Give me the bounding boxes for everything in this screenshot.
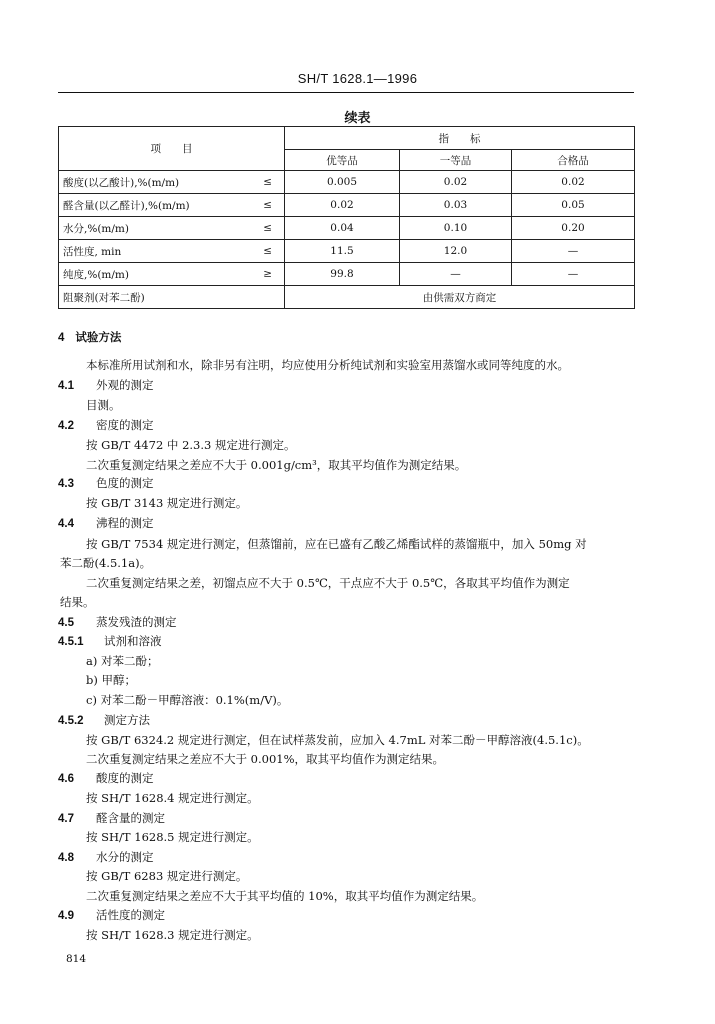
table-cell: 0.02 xyxy=(400,171,512,194)
table-caption: 续表 xyxy=(344,111,371,126)
section-heading-4-6: 4.6 酸度的测定 xyxy=(58,771,154,785)
paragraph: 二次重复测定结果之差应不大于 0.001%，取其平均值作为测定结果。 xyxy=(86,752,445,766)
row-name: 醛含量(以乙醛计),%(m/m) xyxy=(59,194,247,217)
section-heading-4-1: 4.1 外观的测定 xyxy=(58,378,154,392)
row-operator: ≤ xyxy=(247,194,285,217)
page-number: 814 xyxy=(66,953,87,965)
paragraph: 按 GB/T 6283 规定进行测定。 xyxy=(86,869,248,883)
row-operator: ≥ xyxy=(247,263,285,286)
list-item: b) 甲醇； xyxy=(86,673,137,687)
row-name: 阻聚剂(对苯二酚) xyxy=(59,286,285,309)
section-heading-4-5-2: 4.5.2 测定方法 xyxy=(58,713,150,727)
section-heading-4-9: 4.9 活性度的测定 xyxy=(58,908,165,922)
list-item: c) 对苯二酚－甲醇溶液：0.1%(m/V)。 xyxy=(86,693,289,707)
row-name: 活性度, min xyxy=(59,240,247,263)
table-cell: — xyxy=(512,263,635,286)
table-cell: 0.02 xyxy=(512,171,635,194)
header-rule xyxy=(58,92,634,93)
paragraph: 按 SH/T 1628.4 规定进行测定。 xyxy=(86,791,259,805)
row-name: 酸度(以乙酸计),%(m/m) xyxy=(59,171,247,194)
paragraph: 按 SH/T 1628.3 规定进行测定。 xyxy=(86,928,259,942)
paragraph-continuation: 结果。 xyxy=(60,595,95,609)
row-name: 纯度,%(m/m) xyxy=(59,263,247,286)
row-operator: ≤ xyxy=(247,240,285,263)
table-cell: 11.5 xyxy=(285,240,400,263)
section-heading-4: 4 试验方法 xyxy=(58,332,122,344)
table-row xyxy=(59,240,635,263)
table-cell: 0.10 xyxy=(400,217,512,240)
table-cell: 12.0 xyxy=(400,240,512,263)
paragraph: 二次重复测定结果之差应不大于 0.001g/cm³，取其平均值作为测定结果。 xyxy=(86,458,467,472)
table-row xyxy=(59,194,635,217)
table-row xyxy=(59,263,635,286)
grade-header: 一等品 xyxy=(400,150,512,171)
table-cell: — xyxy=(400,263,512,286)
section-heading-4-8: 4.8 水分的测定 xyxy=(58,850,154,864)
paragraph: 二次重复测定结果之差，初馏点应不大于 0.5℃，干点应不大于 0.5℃，各取其平均值作为测定 xyxy=(86,576,570,590)
table-cell: — xyxy=(512,240,635,263)
grade-header: 优等品 xyxy=(285,150,400,171)
section-heading-4-5-1: 4.5.1 试剂和溶液 xyxy=(58,634,162,648)
paragraph: 二次重复测定结果之差应不大于其平均值的 10%，取其平均值作为测定结果。 xyxy=(86,889,484,903)
specification-table xyxy=(58,126,635,309)
table-row xyxy=(59,171,635,194)
table-cell: 0.05 xyxy=(512,194,635,217)
grade-header: 合格品 xyxy=(512,150,635,171)
paragraph-continuation: 苯二酚(4.5.1a)。 xyxy=(60,556,152,570)
list-item: a) 对苯二酚； xyxy=(86,654,159,668)
col-header-item: 项 目 xyxy=(59,127,285,171)
paragraph: 按 GB/T 3143 规定进行测定。 xyxy=(86,496,248,510)
table-cell: 0.03 xyxy=(400,194,512,217)
row-name: 水分,%(m/m) xyxy=(59,217,247,240)
paragraph: 目测。 xyxy=(86,398,121,412)
page-header: SH/T 1628.1—1996 xyxy=(297,71,418,86)
paragraph: 按 GB/T 4472 中 2.3.3 规定进行测定。 xyxy=(86,438,296,452)
table-cell: 0.04 xyxy=(285,217,400,240)
table-cell: 99.8 xyxy=(285,263,400,286)
paragraph: 按 GB/T 6324.2 规定进行测定，但在试样蒸发前，应加入 4.7mL 对苯二酚－甲醇溶液(4.5.1c)。 xyxy=(86,733,589,747)
row-operator: ≤ xyxy=(247,171,285,194)
col-header-index: 指 标 xyxy=(285,127,635,150)
section-heading-4-7: 4.7 醛含量的测定 xyxy=(58,811,165,825)
section-heading-4-5: 4.5 蒸发残渣的测定 xyxy=(58,615,177,629)
section-heading-4-3: 4.3 色度的测定 xyxy=(58,476,154,490)
table-cell: 由供需双方商定 xyxy=(285,286,635,309)
table-cell: 0.005 xyxy=(285,171,400,194)
paragraph: 按 GB/T 7534 规定进行测定，但蒸馏前，应在已盛有乙酸乙烯酯试样的蒸馏瓶中，加入 50mg 对 xyxy=(86,537,587,551)
table-row xyxy=(59,286,635,309)
paragraph: 按 SH/T 1628.5 规定进行测定。 xyxy=(86,830,259,844)
section-heading-4-4: 4.4 沸程的测定 xyxy=(58,516,154,530)
section-heading-4-2: 4.2 密度的测定 xyxy=(58,418,154,432)
table-row xyxy=(59,217,635,240)
table-cell: 0.02 xyxy=(285,194,400,217)
row-operator: ≤ xyxy=(247,217,285,240)
table-cell: 0.20 xyxy=(512,217,635,240)
paragraph: 本标准所用试剂和水，除非另有注明，均应使用分析纯试剂和实验室用蒸馏水或同等纯度的水。 xyxy=(86,358,569,372)
